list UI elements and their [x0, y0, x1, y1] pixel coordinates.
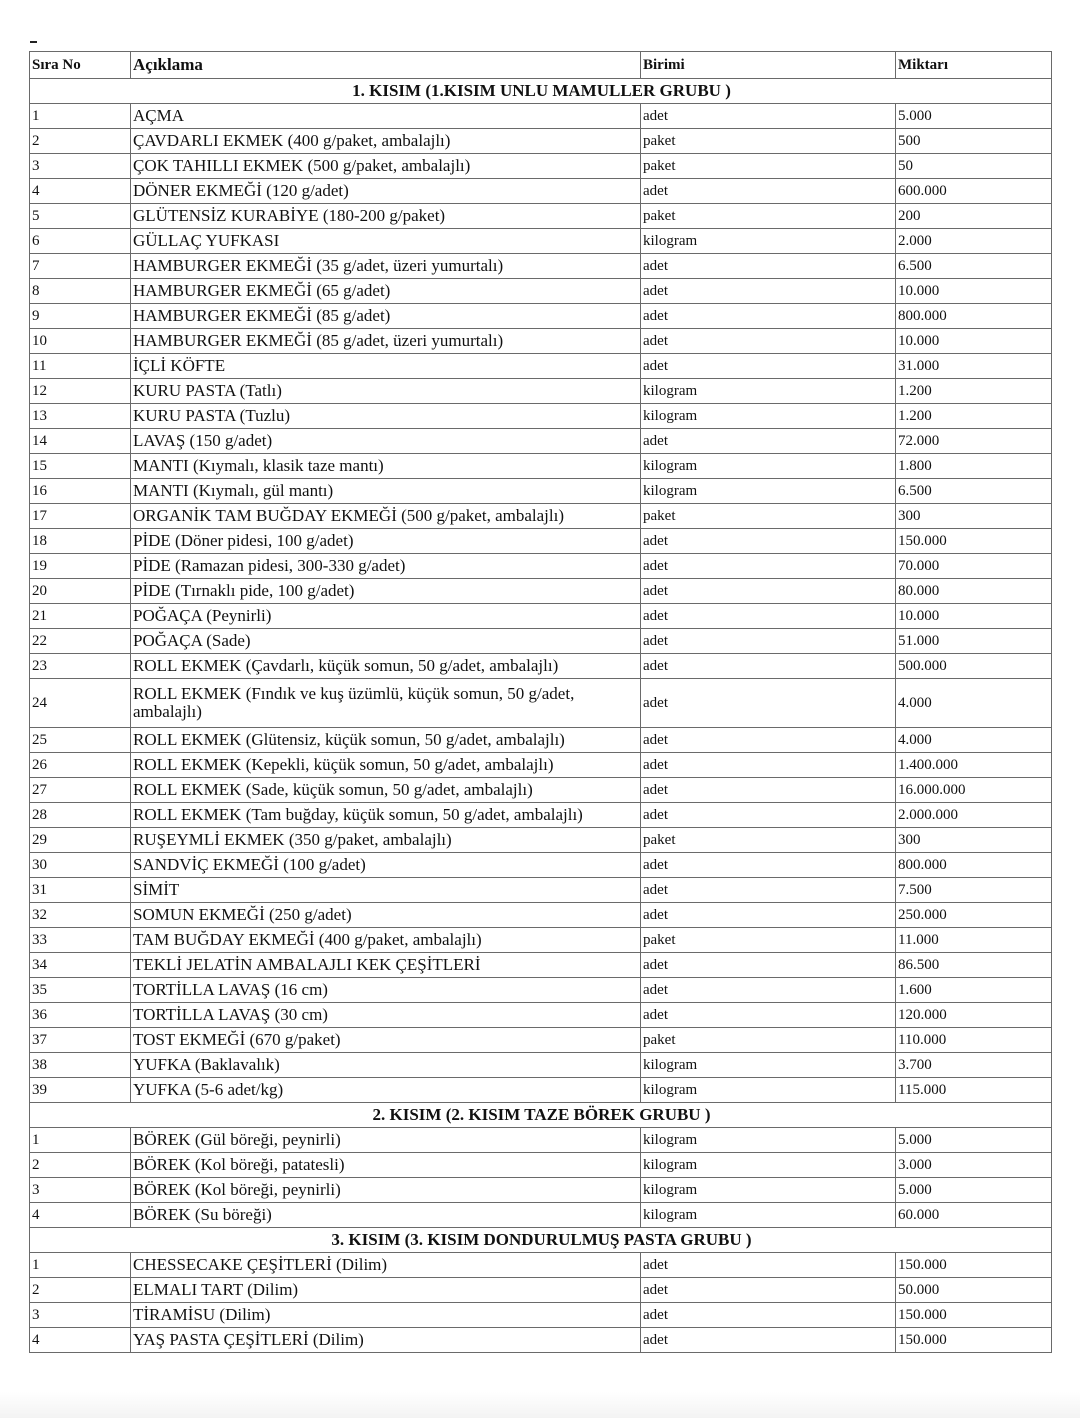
cell-birimi: adet	[641, 304, 896, 329]
cell-miktari: 60.000	[896, 1203, 1052, 1228]
cell-miktari: 31.000	[896, 354, 1052, 379]
table-row	[30, 479, 1052, 504]
cell-birimi: adet	[641, 1278, 896, 1303]
cell-sira-no: 10	[30, 329, 131, 354]
table-row	[30, 579, 1052, 604]
cell-aciklama: ROLL EKMEK (Glütensiz, küçük somun, 50 g/adet, ambalajlı)	[131, 728, 641, 753]
table-row	[30, 179, 1052, 204]
cell-aciklama: KURU PASTA (Tuzlu)	[131, 404, 641, 429]
table-row	[30, 1128, 1052, 1153]
section-title: 1. KISIM (1.KISIM UNLU MAMULLER GRUBU )	[30, 79, 1052, 104]
cell-aciklama: RUŞEYMLİ EKMEK (350 g/paket, ambalajlı)	[131, 828, 641, 853]
cell-birimi: paket	[641, 204, 896, 229]
cell-miktari: 72.000	[896, 429, 1052, 454]
cell-aciklama: TORTİLLA LAVAŞ (16 cm)	[131, 978, 641, 1003]
cell-sira-no: 25	[30, 728, 131, 753]
table-row	[30, 129, 1052, 154]
header-aciklama: Açıklama	[131, 52, 641, 79]
bottom-edge	[0, 1392, 1080, 1418]
cell-miktari: 5.000	[896, 104, 1052, 129]
cell-aciklama: MANTI (Kıymalı, gül mantı)	[131, 479, 641, 504]
cell-miktari: 500	[896, 129, 1052, 154]
table-row	[30, 304, 1052, 329]
cell-miktari: 150.000	[896, 1253, 1052, 1278]
table-row	[30, 1203, 1052, 1228]
cell-birimi: kilogram	[641, 1078, 896, 1103]
cell-aciklama: TOST EKMEĞİ (670 g/paket)	[131, 1028, 641, 1053]
cell-birimi: adet	[641, 679, 896, 728]
table-row	[30, 354, 1052, 379]
cell-miktari: 3.000	[896, 1153, 1052, 1178]
cell-aciklama: DÖNER EKMEĞİ (120 g/adet)	[131, 179, 641, 204]
cell-aciklama: YAŞ PASTA ÇEŞİTLERİ (Dilim)	[131, 1328, 641, 1353]
cell-aciklama: TEKLİ JELATİN AMBALAJLI KEK ÇEŞİTLERİ	[131, 953, 641, 978]
cell-aciklama: POĞAÇA (Sade)	[131, 629, 641, 654]
page-mark	[30, 41, 37, 43]
cell-aciklama: SOMUN EKMEĞİ (250 g/adet)	[131, 903, 641, 928]
table-row	[30, 1278, 1052, 1303]
section-title: 2. KISIM (2. KISIM TAZE BÖREK GRUBU )	[30, 1103, 1052, 1128]
cell-miktari: 110.000	[896, 1028, 1052, 1053]
cell-miktari: 1.400.000	[896, 753, 1052, 778]
table-row	[30, 978, 1052, 1003]
cell-aciklama: CHESSECAKE ÇEŞİTLERİ (Dilim)	[131, 1253, 641, 1278]
table-row	[30, 1003, 1052, 1028]
table-row	[30, 853, 1052, 878]
cell-miktari: 50.000	[896, 1278, 1052, 1303]
table-row	[30, 104, 1052, 129]
cell-birimi: kilogram	[641, 1053, 896, 1078]
cell-sira-no: 2	[30, 1153, 131, 1178]
cell-sira-no: 36	[30, 1003, 131, 1028]
cell-miktari: 5.000	[896, 1178, 1052, 1203]
cell-aciklama: ROLL EKMEK (Çavdarlı, küçük somun, 50 g/adet, ambalajlı)	[131, 654, 641, 679]
table-row	[30, 753, 1052, 778]
table-row	[30, 953, 1052, 978]
table-row	[30, 254, 1052, 279]
table-row	[30, 878, 1052, 903]
table-row	[30, 654, 1052, 679]
cell-birimi: adet	[641, 803, 896, 828]
cell-miktari: 5.000	[896, 1128, 1052, 1153]
cell-miktari: 16.000.000	[896, 778, 1052, 803]
section-header-row	[30, 79, 1052, 104]
table-row	[30, 1178, 1052, 1203]
cell-sira-no: 35	[30, 978, 131, 1003]
table-row	[30, 679, 1052, 728]
cell-birimi: kilogram	[641, 1128, 896, 1153]
cell-birimi: paket	[641, 504, 896, 529]
cell-sira-no: 22	[30, 629, 131, 654]
cell-aciklama: YUFKA (Baklavalık)	[131, 1053, 641, 1078]
cell-sira-no: 1	[30, 1128, 131, 1153]
cell-sira-no: 3	[30, 1303, 131, 1328]
cell-sira-no: 2	[30, 129, 131, 154]
cell-sira-no: 11	[30, 354, 131, 379]
cell-miktari: 70.000	[896, 554, 1052, 579]
cell-miktari: 120.000	[896, 1003, 1052, 1028]
cell-aciklama: BÖREK (Kol böreği, peynirli)	[131, 1178, 641, 1203]
table-row	[30, 379, 1052, 404]
cell-birimi: kilogram	[641, 1178, 896, 1203]
cell-birimi: adet	[641, 179, 896, 204]
table-row	[30, 229, 1052, 254]
cell-birimi: adet	[641, 903, 896, 928]
cell-aciklama: ROLL EKMEK (Kepekli, küçük somun, 50 g/adet, ambalajlı)	[131, 753, 641, 778]
cell-birimi: adet	[641, 554, 896, 579]
cell-sira-no: 14	[30, 429, 131, 454]
cell-birimi: adet	[641, 629, 896, 654]
cell-aciklama: ÇAVDARLI EKMEK (400 g/paket, ambalajlı)	[131, 129, 641, 154]
cell-sira-no: 29	[30, 828, 131, 853]
cell-birimi: adet	[641, 778, 896, 803]
cell-aciklama: İÇLİ KÖFTE	[131, 354, 641, 379]
cell-aciklama: ROLL EKMEK (Fındık ve kuş üzümlü, küçük somun, 50 g/adet, ambalajlı)	[131, 679, 641, 728]
cell-birimi: kilogram	[641, 479, 896, 504]
cell-aciklama: ELMALI TART (Dilim)	[131, 1278, 641, 1303]
cell-aciklama: MANTI (Kıymalı, klasik taze mantı)	[131, 454, 641, 479]
cell-birimi: paket	[641, 828, 896, 853]
cell-aciklama: PİDE (Tırnaklı pide, 100 g/adet)	[131, 579, 641, 604]
table-row	[30, 1153, 1052, 1178]
table-row	[30, 1303, 1052, 1328]
cell-aciklama: ROLL EKMEK (Tam buğday, küçük somun, 50 g/adet, ambalajlı)	[131, 803, 641, 828]
cell-birimi: kilogram	[641, 1153, 896, 1178]
cell-miktari: 3.700	[896, 1053, 1052, 1078]
cell-birimi: paket	[641, 928, 896, 953]
cell-sira-no: 6	[30, 229, 131, 254]
header-miktari: Miktarı	[896, 52, 1052, 79]
cell-aciklama: GLÜTENSİZ KURABİYE (180-200 g/paket)	[131, 204, 641, 229]
cell-sira-no: 19	[30, 554, 131, 579]
header-birimi: Birimi	[641, 52, 896, 79]
cell-birimi: paket	[641, 129, 896, 154]
cell-miktari: 250.000	[896, 903, 1052, 928]
table-row	[30, 454, 1052, 479]
cell-miktari: 2.000.000	[896, 803, 1052, 828]
cell-sira-no: 2	[30, 1278, 131, 1303]
cell-miktari: 10.000	[896, 604, 1052, 629]
table-row	[30, 928, 1052, 953]
cell-aciklama: PİDE (Ramazan pidesi, 300-330 g/adet)	[131, 554, 641, 579]
cell-miktari: 10.000	[896, 329, 1052, 354]
cell-birimi: paket	[641, 1028, 896, 1053]
cell-sira-no: 3	[30, 154, 131, 179]
cell-sira-no: 4	[30, 1203, 131, 1228]
table-row	[30, 828, 1052, 853]
cell-sira-no: 37	[30, 1028, 131, 1053]
cell-aciklama: HAMBURGER EKMEĞİ (85 g/adet)	[131, 304, 641, 329]
cell-aciklama: TİRAMİSU (Dilim)	[131, 1303, 641, 1328]
cell-aciklama: BÖREK (Gül böreği, peynirli)	[131, 1128, 641, 1153]
product-table	[29, 51, 1052, 1353]
cell-miktari: 300	[896, 504, 1052, 529]
cell-sira-no: 32	[30, 903, 131, 928]
cell-miktari: 800.000	[896, 853, 1052, 878]
cell-sira-no: 21	[30, 604, 131, 629]
cell-sira-no: 16	[30, 479, 131, 504]
cell-birimi: kilogram	[641, 454, 896, 479]
cell-miktari: 50	[896, 154, 1052, 179]
cell-miktari: 150.000	[896, 1328, 1052, 1353]
cell-sira-no: 27	[30, 778, 131, 803]
section-header-row	[30, 1103, 1052, 1128]
cell-birimi: adet	[641, 654, 896, 679]
cell-miktari: 800.000	[896, 304, 1052, 329]
table-row	[30, 1078, 1052, 1103]
cell-miktari: 150.000	[896, 529, 1052, 554]
cell-birimi: adet	[641, 1328, 896, 1353]
cell-birimi: adet	[641, 853, 896, 878]
cell-aciklama: SİMİT	[131, 878, 641, 903]
cell-aciklama: TORTİLLA LAVAŞ (30 cm)	[131, 1003, 641, 1028]
table-row	[30, 554, 1052, 579]
cell-aciklama: GÜLLAÇ YUFKASI	[131, 229, 641, 254]
cell-sira-no: 8	[30, 279, 131, 304]
cell-birimi: kilogram	[641, 404, 896, 429]
cell-miktari: 86.500	[896, 953, 1052, 978]
cell-sira-no: 17	[30, 504, 131, 529]
header-row	[30, 52, 1052, 79]
table-row	[30, 903, 1052, 928]
cell-sira-no: 30	[30, 853, 131, 878]
cell-birimi: adet	[641, 1253, 896, 1278]
cell-miktari: 1.200	[896, 404, 1052, 429]
table-row	[30, 1253, 1052, 1278]
cell-aciklama: ROLL EKMEK (Sade, küçük somun, 50 g/adet, ambalajlı)	[131, 778, 641, 803]
cell-sira-no: 33	[30, 928, 131, 953]
cell-aciklama: HAMBURGER EKMEĞİ (65 g/adet)	[131, 279, 641, 304]
cell-miktari: 200	[896, 204, 1052, 229]
table-row	[30, 404, 1052, 429]
cell-birimi: adet	[641, 604, 896, 629]
cell-miktari: 150.000	[896, 1303, 1052, 1328]
cell-birimi: adet	[641, 429, 896, 454]
cell-sira-no: 13	[30, 404, 131, 429]
header-sira-no: Sıra No	[30, 52, 131, 79]
cell-aciklama: ÇOK TAHILLI EKMEK (500 g/paket, ambalajlı)	[131, 154, 641, 179]
cell-aciklama: LAVAŞ (150 g/adet)	[131, 429, 641, 454]
cell-miktari: 600.000	[896, 179, 1052, 204]
cell-aciklama: ORGANİK TAM BUĞDAY EKMEĞİ (500 g/paket, ambalajlı)	[131, 504, 641, 529]
cell-birimi: adet	[641, 104, 896, 129]
cell-miktari: 4.000	[896, 728, 1052, 753]
table-row	[30, 803, 1052, 828]
cell-sira-no: 4	[30, 179, 131, 204]
table-row	[30, 529, 1052, 554]
cell-miktari: 1.200	[896, 379, 1052, 404]
cell-aciklama: YUFKA (5-6 adet/kg)	[131, 1078, 641, 1103]
cell-birimi: kilogram	[641, 1203, 896, 1228]
cell-sira-no: 9	[30, 304, 131, 329]
cell-aciklama: HAMBURGER EKMEĞİ (85 g/adet, üzeri yumurtalı)	[131, 329, 641, 354]
cell-miktari: 7.500	[896, 878, 1052, 903]
cell-birimi: adet	[641, 1003, 896, 1028]
cell-miktari: 300	[896, 828, 1052, 853]
cell-aciklama: HAMBURGER EKMEĞİ (35 g/adet, üzeri yumurtalı)	[131, 254, 641, 279]
cell-sira-no: 15	[30, 454, 131, 479]
cell-birimi: kilogram	[641, 229, 896, 254]
cell-birimi: kilogram	[641, 379, 896, 404]
cell-birimi: adet	[641, 953, 896, 978]
cell-sira-no: 18	[30, 529, 131, 554]
cell-sira-no: 34	[30, 953, 131, 978]
table-row	[30, 728, 1052, 753]
cell-sira-no: 3	[30, 1178, 131, 1203]
cell-sira-no: 31	[30, 878, 131, 903]
cell-aciklama: SANDVİÇ EKMEĞİ (100 g/adet)	[131, 853, 641, 878]
cell-sira-no: 7	[30, 254, 131, 279]
cell-sira-no: 28	[30, 803, 131, 828]
table-row	[30, 1028, 1052, 1053]
cell-aciklama: BÖREK (Su böreği)	[131, 1203, 641, 1228]
cell-miktari: 115.000	[896, 1078, 1052, 1103]
table-row	[30, 629, 1052, 654]
table-row	[30, 1328, 1052, 1353]
cell-aciklama: BÖREK (Kol böreği, patatesli)	[131, 1153, 641, 1178]
cell-sira-no: 38	[30, 1053, 131, 1078]
cell-aciklama: KURU PASTA (Tatlı)	[131, 379, 641, 404]
table-row	[30, 204, 1052, 229]
cell-birimi: paket	[641, 154, 896, 179]
cell-sira-no: 23	[30, 654, 131, 679]
cell-birimi: adet	[641, 254, 896, 279]
cell-miktari: 1.600	[896, 978, 1052, 1003]
cell-birimi: adet	[641, 579, 896, 604]
cell-sira-no: 12	[30, 379, 131, 404]
cell-birimi: adet	[641, 354, 896, 379]
cell-birimi: adet	[641, 1303, 896, 1328]
cell-miktari: 10.000	[896, 279, 1052, 304]
section-title: 3. KISIM (3. KISIM DONDURULMUŞ PASTA GRUBU )	[30, 1228, 1052, 1253]
cell-miktari: 1.800	[896, 454, 1052, 479]
cell-miktari: 500.000	[896, 654, 1052, 679]
cell-sira-no: 26	[30, 753, 131, 778]
cell-birimi: adet	[641, 878, 896, 903]
table-row	[30, 279, 1052, 304]
cell-sira-no: 39	[30, 1078, 131, 1103]
cell-birimi: adet	[641, 753, 896, 778]
cell-sira-no: 20	[30, 579, 131, 604]
cell-miktari: 51.000	[896, 629, 1052, 654]
cell-sira-no: 4	[30, 1328, 131, 1353]
table-body	[30, 79, 1052, 1353]
cell-aciklama: POĞAÇA (Peynirli)	[131, 604, 641, 629]
cell-birimi: adet	[641, 728, 896, 753]
section-header-row	[30, 1228, 1052, 1253]
cell-miktari: 4.000	[896, 679, 1052, 728]
table-row	[30, 604, 1052, 629]
cell-miktari: 6.500	[896, 479, 1052, 504]
cell-aciklama: PİDE (Döner pidesi, 100 g/adet)	[131, 529, 641, 554]
cell-sira-no: 1	[30, 104, 131, 129]
table-row	[30, 504, 1052, 529]
cell-birimi: adet	[641, 529, 896, 554]
table-row	[30, 154, 1052, 179]
cell-aciklama: AÇMA	[131, 104, 641, 129]
cell-birimi: adet	[641, 279, 896, 304]
cell-sira-no: 1	[30, 1253, 131, 1278]
table-row	[30, 329, 1052, 354]
cell-miktari: 6.500	[896, 254, 1052, 279]
table-row	[30, 778, 1052, 803]
cell-miktari: 2.000	[896, 229, 1052, 254]
cell-miktari: 80.000	[896, 579, 1052, 604]
cell-sira-no: 5	[30, 204, 131, 229]
cell-miktari: 11.000	[896, 928, 1052, 953]
cell-birimi: adet	[641, 978, 896, 1003]
table-row	[30, 1053, 1052, 1078]
cell-birimi: adet	[641, 329, 896, 354]
table-row	[30, 429, 1052, 454]
cell-sira-no: 24	[30, 679, 131, 728]
cell-aciklama: TAM BUĞDAY EKMEĞİ (400 g/paket, ambalajlı)	[131, 928, 641, 953]
